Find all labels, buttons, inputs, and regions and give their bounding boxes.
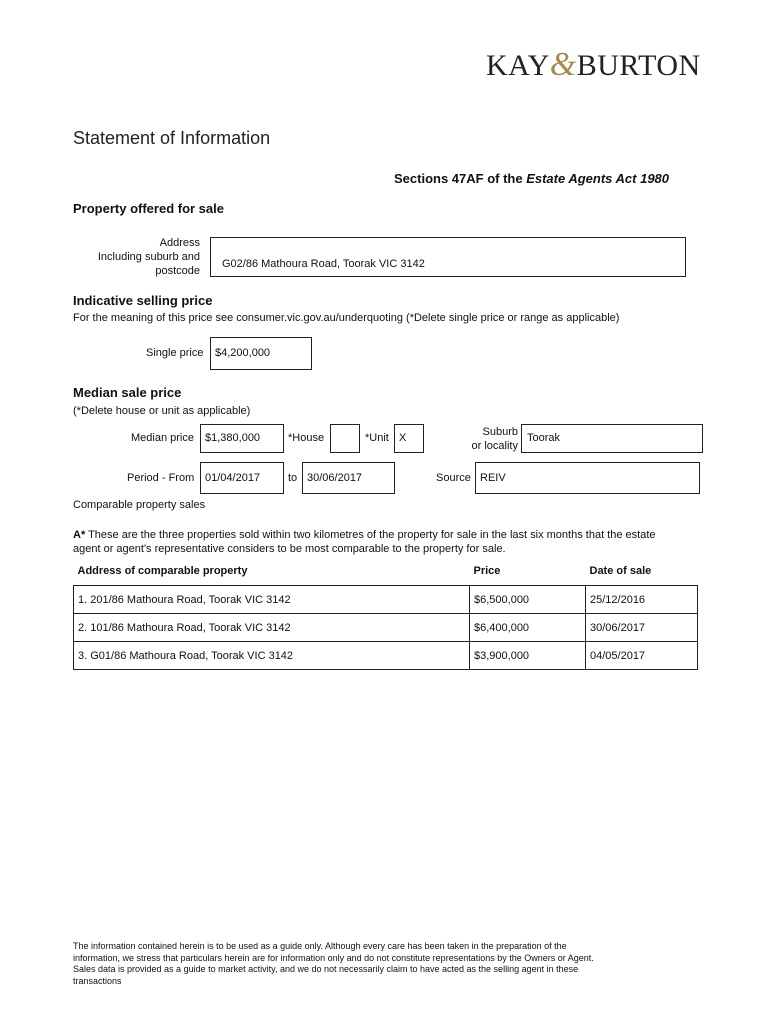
comparable-table	[73, 563, 698, 670]
row-price[interactable]: $6,500,000	[470, 586, 586, 614]
comparable-intro-line-1: These are the three properties sold within two kilometres of the property for sale in the last six months that the estate	[85, 529, 656, 541]
suburb-label	[460, 425, 518, 453]
comparable-intro-marker: A*	[73, 529, 86, 541]
disclaimer-line-4: transactions	[73, 975, 122, 986]
house-label: *House	[288, 432, 325, 444]
comparable-heading: Comparable property sales	[73, 499, 206, 511]
disclaimer	[73, 941, 693, 987]
address-label	[60, 236, 200, 278]
disclaimer-line-3: Sales data is provided as a guide to market activity, and we do not necessarily claim to have acted as the selling agent in these	[73, 964, 579, 974]
median-price-label: Median price	[131, 432, 194, 444]
single-price-label: Single price	[146, 347, 204, 359]
logo-left: KAY	[486, 49, 550, 82]
row-date[interactable]: 04/05/2017	[586, 642, 698, 670]
unit-label: *Unit	[365, 432, 389, 444]
source-field[interactable]: REIV	[475, 462, 700, 494]
comparable-intro-line-2: agent or agent's representative considers to be most comparable to the property for sale.	[73, 543, 506, 555]
address-label-line-2: Including suburb and	[97, 251, 200, 263]
address-label-line-3: postcode	[155, 265, 200, 277]
period-label: Period - From	[127, 472, 195, 484]
column-header-price: Price	[473, 565, 501, 577]
table-row	[74, 642, 698, 670]
single-price-field[interactable]: $4,200,000	[210, 337, 312, 370]
period-from-field[interactable]: 01/04/2017	[200, 462, 284, 494]
row-price[interactable]: $6,400,000	[470, 614, 586, 642]
row-date[interactable]: 30/06/2017	[586, 614, 698, 642]
company-logo	[486, 46, 701, 84]
row-date[interactable]: 25/12/2016	[586, 586, 698, 614]
disclaimer-line-1: The information contained herein is to be used as a guide only. Although every care has been taken in the preparation of the	[73, 941, 567, 951]
logo-ampersand: &	[549, 46, 577, 83]
period-to-field[interactable]: 30/06/2017	[302, 462, 395, 494]
indicative-heading: Indicative selling price	[73, 293, 213, 308]
address-field[interactable]: G02/86 Mathoura Road, Toorak VIC 3142	[210, 237, 686, 277]
address-label-line-1: Address	[159, 237, 200, 249]
comparable-intro	[73, 528, 713, 556]
source-label: Source	[436, 472, 471, 484]
column-header-date: Date of sale	[589, 565, 652, 577]
to-label: to	[288, 472, 298, 484]
unit-field[interactable]: X	[394, 424, 424, 453]
row-address[interactable]: 2. 101/86 Mathoura Road, Toorak VIC 3142	[74, 614, 470, 642]
indicative-note: For the meaning of this price see consumer.vic.gov.au/underquoting (*Delete single price or range as applicable)	[73, 312, 620, 324]
page-subtitle	[394, 171, 669, 186]
suburb-label-line-2: or locality	[471, 440, 518, 452]
subtitle-act: Estate Agents Act 1980	[526, 171, 670, 186]
median-price-field[interactable]: $1,380,000	[200, 424, 284, 453]
median-note: (*Delete house or unit as applicable)	[73, 405, 251, 417]
median-heading: Median sale price	[73, 385, 182, 400]
table-row	[74, 614, 698, 642]
row-address[interactable]: 3. G01/86 Mathoura Road, Toorak VIC 3142	[74, 642, 470, 670]
suburb-label-line-1: Suburb	[482, 426, 518, 438]
row-address[interactable]: 1. 201/86 Mathoura Road, Toorak VIC 3142	[74, 586, 470, 614]
subtitle-prefix: Sections 47AF of the	[394, 171, 527, 186]
page-title: Statement of Information	[73, 128, 271, 148]
house-field[interactable]	[330, 424, 360, 453]
table-row	[74, 586, 698, 614]
suburb-field[interactable]: Toorak	[521, 424, 703, 453]
logo-right: BURTON	[576, 49, 701, 82]
property-heading: Property offered for sale	[73, 201, 224, 216]
disclaimer-line-2: information, we stress that particulars herein are for information only and do not constitute representations by the Owners or Agent.	[73, 952, 594, 963]
column-header-address: Address of comparable property	[77, 565, 248, 577]
row-price[interactable]: $3,900,000	[470, 642, 586, 670]
table-header-row	[74, 563, 698, 586]
